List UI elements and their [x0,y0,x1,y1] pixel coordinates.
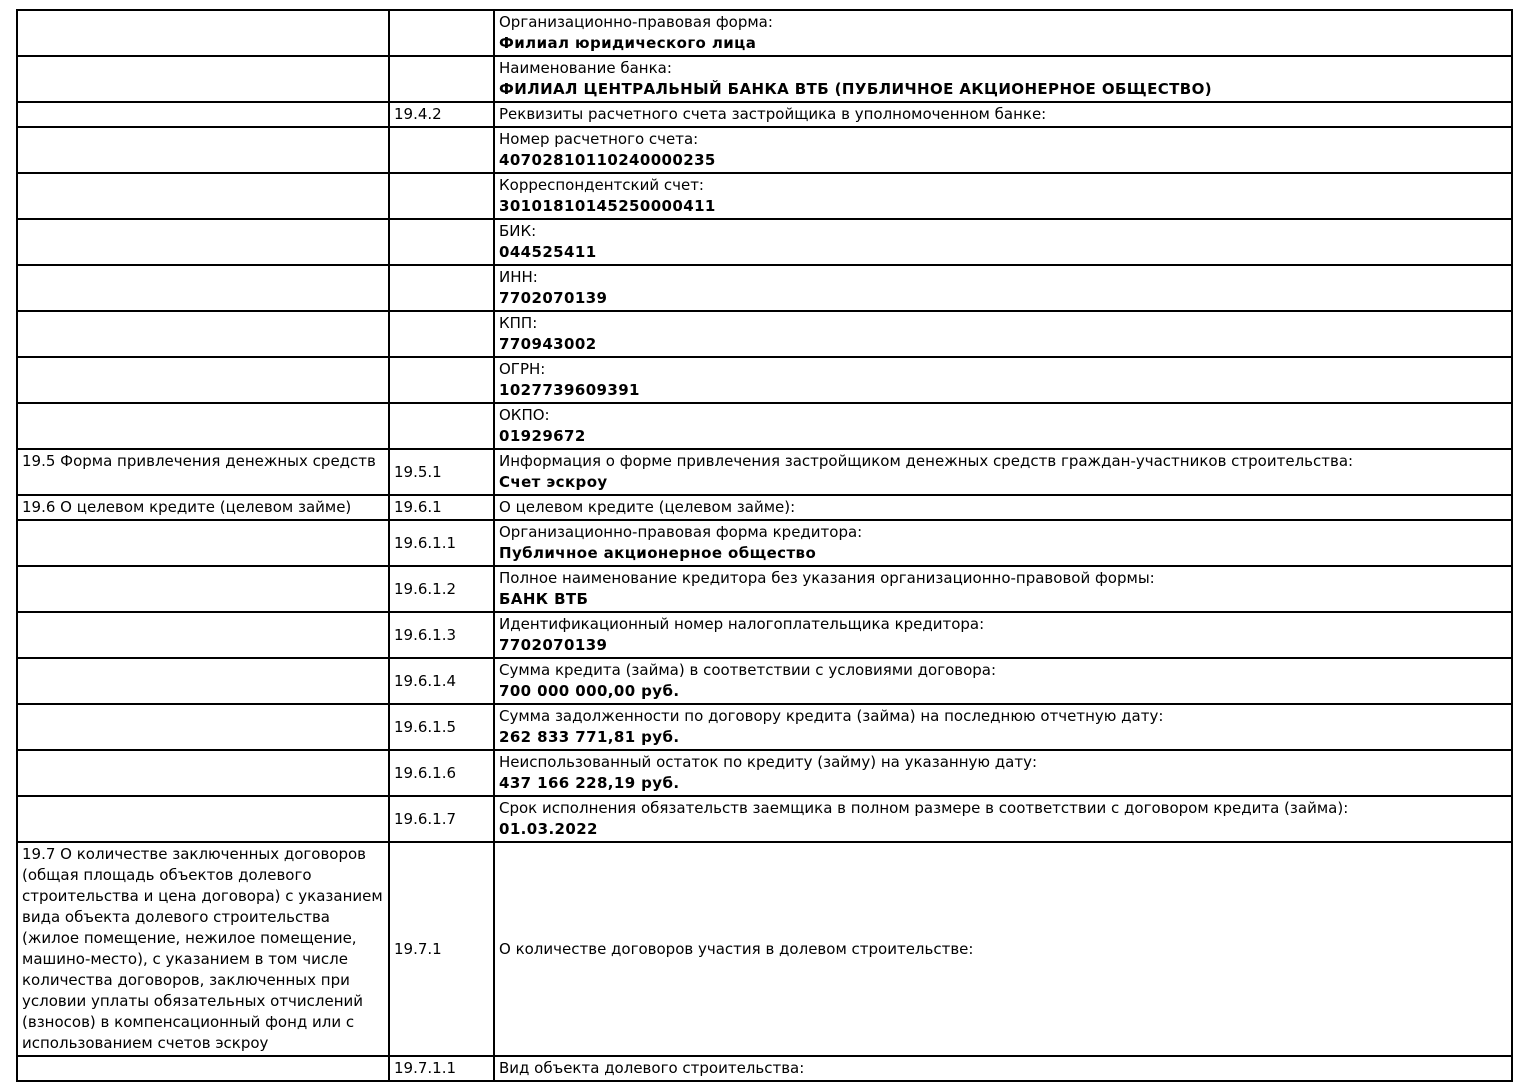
index-number-cell: 19.6.1.3 [389,612,494,658]
content-cell [494,842,1512,1056]
declaration-table [16,9,1513,1082]
content-cell [494,56,1512,102]
section-title-cell [17,750,389,796]
field-value: ФИЛИАЛ ЦЕНТРАЛЬНЫЙ БАНКА ВТБ (ПУБЛИЧНОЕ АКЦИОНЕРНОЕ ОБЩЕСТВО) [499,80,1213,98]
content-cell [494,449,1512,495]
section-title-cell [17,311,389,357]
content-cell [494,796,1512,842]
content-cell [494,357,1512,403]
field-value: 700 000 000,00 руб. [499,682,680,700]
content-cell [494,173,1512,219]
content-cell [494,658,1512,704]
field-value: 770943002 [499,335,597,353]
field-label: О целевом кредите (целевом займе): [499,498,796,516]
table-row [17,520,1512,566]
table-row [17,566,1512,612]
index-number-cell [389,311,494,357]
content-cell [494,750,1512,796]
field-label: Неиспользованный остаток по кредиту (займу) на указанную дату: [499,753,1038,771]
table-row [17,127,1512,173]
index-number-cell: 19.7.1 [389,842,494,1056]
section-title-cell [17,102,389,127]
field-label: ОКПО: [499,406,550,424]
document-page [16,9,1513,1082]
field-value: 437 166 228,19 руб. [499,774,680,792]
index-number-cell: 19.4.2 [389,102,494,127]
field-value: 7702070139 [499,289,608,307]
field-value: 40702810110240000235 [499,151,716,169]
content-cell [494,403,1512,449]
field-label: ИНН: [499,268,538,286]
section-title-cell [17,56,389,102]
content-cell [494,311,1512,357]
table-row [17,102,1512,127]
index-number-cell [389,10,494,56]
section-title-cell [17,403,389,449]
field-label: Сумма кредита (займа) в соответствии с условиями договора: [499,661,997,679]
section-title-cell [17,704,389,750]
table-row [17,265,1512,311]
table-row [17,311,1512,357]
table-row [17,449,1512,495]
index-number-cell [389,265,494,311]
index-number-cell: 19.6.1.5 [389,704,494,750]
field-label: Идентификационный номер налогоплательщика кредитора: [499,615,985,633]
content-cell [494,127,1512,173]
table-row [17,56,1512,102]
content-cell [494,566,1512,612]
table-row [17,219,1512,265]
table-row [17,750,1512,796]
field-value: Счет эскроу [499,473,608,491]
table-row [17,495,1512,520]
table-row [17,612,1512,658]
field-value: 30101810145250000411 [499,197,716,215]
section-title-cell [17,796,389,842]
content-cell [494,612,1512,658]
section-title-cell [17,357,389,403]
index-number-cell [389,56,494,102]
index-number-cell: 19.6.1 [389,495,494,520]
index-number-cell [389,219,494,265]
table-row [17,796,1512,842]
field-label: Срок исполнения обязательств заемщика в полном размере в соответствии с договором кредита (займа): [499,799,1349,817]
section-title-cell: 19.6 О целевом кредите (целевом займе) [17,495,389,520]
field-label: Номер расчетного счета: [499,130,699,148]
table-row [17,10,1512,56]
field-label: Организационно-правовая форма: [499,13,773,31]
table-body [17,10,1512,1081]
index-number-cell: 19.7.1.1 [389,1056,494,1081]
index-number-cell [389,403,494,449]
index-number-cell: 19.6.1.2 [389,566,494,612]
field-label: О количестве договоров участия в долевом строительстве: [499,939,974,958]
field-label: Реквизиты расчетного счета застройщика в уполномоченном банке: [499,105,1047,123]
table-row [17,357,1512,403]
section-title-cell [17,10,389,56]
table-row [17,842,1512,1056]
index-number-cell: 19.6.1.7 [389,796,494,842]
field-label: БИК: [499,222,537,240]
section-title-cell [17,173,389,219]
section-title-cell [17,127,389,173]
field-label: Организационно-правовая форма кредитора: [499,523,863,541]
field-label: Информация о форме привлечения застройщиком денежных средств граждан-участников строительства: [499,452,1354,470]
section-title-cell [17,520,389,566]
content-cell [494,704,1512,750]
index-number-cell: 19.6.1.1 [389,520,494,566]
section-title-cell [17,1056,389,1081]
section-title-cell [17,265,389,311]
field-label: Наименование банка: [499,59,672,77]
index-number-cell [389,173,494,219]
content-cell [494,10,1512,56]
table-row [17,704,1512,750]
field-value: БАНК ВТБ [499,590,589,608]
field-label: ОГРН: [499,360,546,378]
section-title-cell [17,566,389,612]
content-cell [494,102,1512,127]
field-value: 01929672 [499,427,586,445]
content-cell [494,520,1512,566]
table-row [17,173,1512,219]
content-cell [494,1056,1512,1081]
section-title-cell [17,219,389,265]
table-row [17,658,1512,704]
index-number-cell: 19.5.1 [389,449,494,495]
field-value: Филиал юридического лица [499,34,757,52]
field-value: 01.03.2022 [499,820,598,838]
index-number-cell [389,127,494,173]
field-value: 7702070139 [499,636,608,654]
field-value: 044525411 [499,243,597,261]
field-label: КПП: [499,314,538,332]
section-title-cell: 19.5 Форма привлечения денежных средств [17,449,389,495]
table-row [17,403,1512,449]
field-label: Сумма задолженности по договору кредита (займа) на последнюю отчетную дату: [499,707,1164,725]
table-row [17,1056,1512,1081]
section-title-cell [17,612,389,658]
content-cell [494,495,1512,520]
field-value: 262 833 771,81 руб. [499,728,680,746]
content-cell [494,265,1512,311]
field-value: Публичное акционерное общество [499,544,817,562]
content-cell [494,219,1512,265]
index-number-cell [389,357,494,403]
section-title-cell [17,658,389,704]
field-label: Корреспондентский счет: [499,176,704,194]
index-number-cell: 19.6.1.4 [389,658,494,704]
field-label: Вид объекта долевого строительства: [499,1059,805,1077]
field-label: Полное наименование кредитора без указания организационно-правовой формы: [499,569,1155,587]
index-number-cell: 19.6.1.6 [389,750,494,796]
section-title-cell: 19.7 О количестве заключенных договоров (общая площадь объектов долевого строительства и цена договора) с указанием вида объекта долевого строительства (жилое помещение, нежилое помещение, машино-место), с указанием в том числе количества договоров, заключенных при условии уплаты обязательных отчислений (взносов) в компенсационный фонд или с использованием счетов эскроу [17,842,389,1056]
field-value: 1027739609391 [499,381,640,399]
